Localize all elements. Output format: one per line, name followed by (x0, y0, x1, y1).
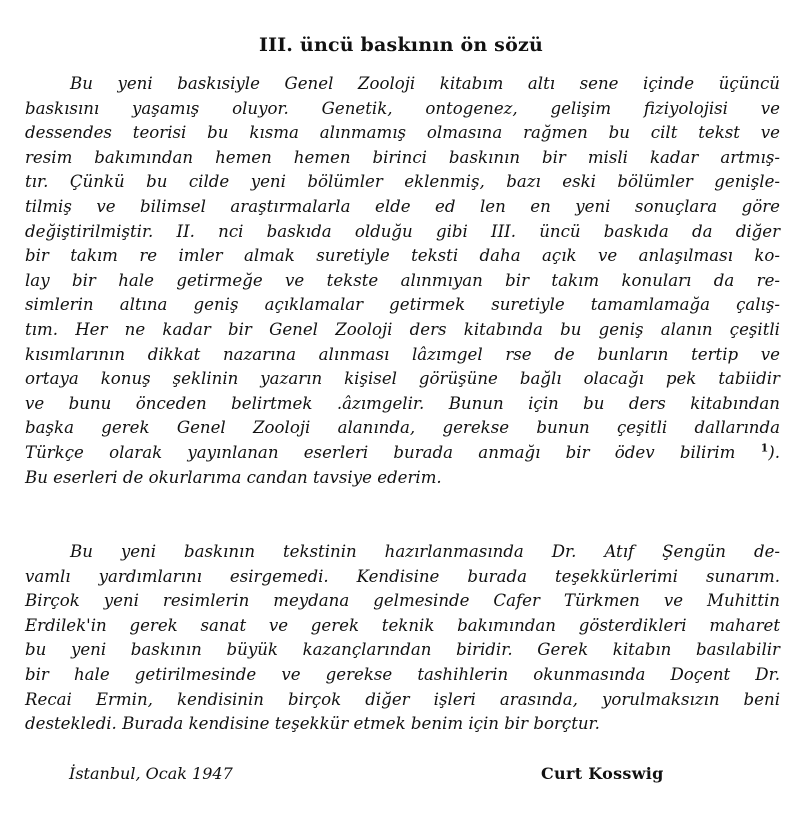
author-signature: Curt Kosswig (541, 764, 664, 783)
text-line: ve bunu önceden belirtmek .âzımgelir. Bunun için bu ders kitabından (25, 393, 780, 413)
text-line-body: Türkçe olarak yayınlanan eserleri burada anmağı bir ödev bilirim (25, 442, 736, 462)
text-line: bir hale getirilmesinde ve gerekse tashihlerin okunmasında Doçent Dr. (25, 664, 780, 684)
text-line: lay bir hale getirmeğe ve tekste alınmıyan bir takım konuları da re- (25, 270, 780, 290)
place-and-date: İstanbul, Ocak 1947 (69, 764, 233, 783)
text-line: destekledi. Burada kendisine teşekkür etmek benim için bir borçtur. (25, 714, 600, 734)
text-line: tır. Çünkü bu cilde yeni bölümler eklenmiş, bazı eski bölümler genişle- (25, 172, 780, 192)
text-line: tım. Her ne kadar bir Genel Zooloji ders kitabında bu geniş alanın çeşitli (25, 319, 780, 339)
text-line: Bu eserleri de okurlarıma candan tavsiye ederim. (25, 467, 442, 487)
preface-paragraph-1 (25, 72, 780, 490)
text-line: Bu yeni baskının tekstinin hazırlanmasında Dr. Atıf Şengün de- (70, 542, 780, 561)
footnote-marker: 1 (760, 441, 769, 455)
text-line: kısımlarının dikkat nazarına alınması lâzımgel rse de bunların tertip ve (25, 344, 780, 364)
text-line: tilmiş ve bilimsel araştırmalarla elde ed len en yeni sonuçlara göre (25, 196, 780, 216)
text-line-with-footnote (25, 441, 780, 466)
text-line: baskısını yaşamış oluyor. Genetik, ontogenez, gelişim fiziyolojisi ve (25, 98, 780, 118)
text-line: başka gerek Genel Zooloji alanında, gerekse bunun çeşitli dallarında (25, 418, 780, 438)
text-line-end: ). (768, 442, 780, 462)
text-line: bir takım re imler almak suretiyle teksti daha açık ve anlaşılması ko- (25, 246, 780, 266)
text-line: dessendes teorisi bu kısma alınmamış olmasına rağmen bu cilt tekst ve (25, 123, 780, 143)
text-line: Birçok yeni resimlerin meydana gelmesinde Cafer Türkmen ve Muhittin (25, 591, 780, 611)
preface-paragraph-2 (25, 540, 780, 737)
text-line: Erdilek'in gerek sanat ve gerek teknik bakımından gösterdikleri maharet (25, 615, 780, 635)
page-title: III. üncü baskının ön sözü (259, 34, 543, 56)
text-line: ortaya konuş şeklinin yazarın kişisel görüşüne bağlı olacağı pek tabiidir (25, 369, 780, 389)
text-line: Recai Ermin, kendisinin birçok diğer işleri arasında, yorulmaksızın beni (25, 689, 780, 709)
text-line: Bu yeni baskısiyle Genel Zooloji kitabım altı sene içinde üçüncü (70, 74, 780, 93)
text-line: değiştirilmiştir. II. nci baskıda olduğu gibi III. üncü baskıda da diğer (25, 221, 780, 241)
text-line: simlerin altına geniş açıklamalar getirmek suretiyle tamamlamağa çalış- (25, 295, 780, 315)
text-line: bu yeni baskının büyük kazançlarından biridir. Gerek kitabın basılabilir (25, 640, 780, 660)
text-line: vamlı yardımlarını esirgemedi. Kendisine burada teşekkürlerimi sunarım. (25, 566, 780, 586)
text-line: resim bakımından hemen hemen birinci baskının bir misli kadar artmış- (25, 147, 780, 167)
